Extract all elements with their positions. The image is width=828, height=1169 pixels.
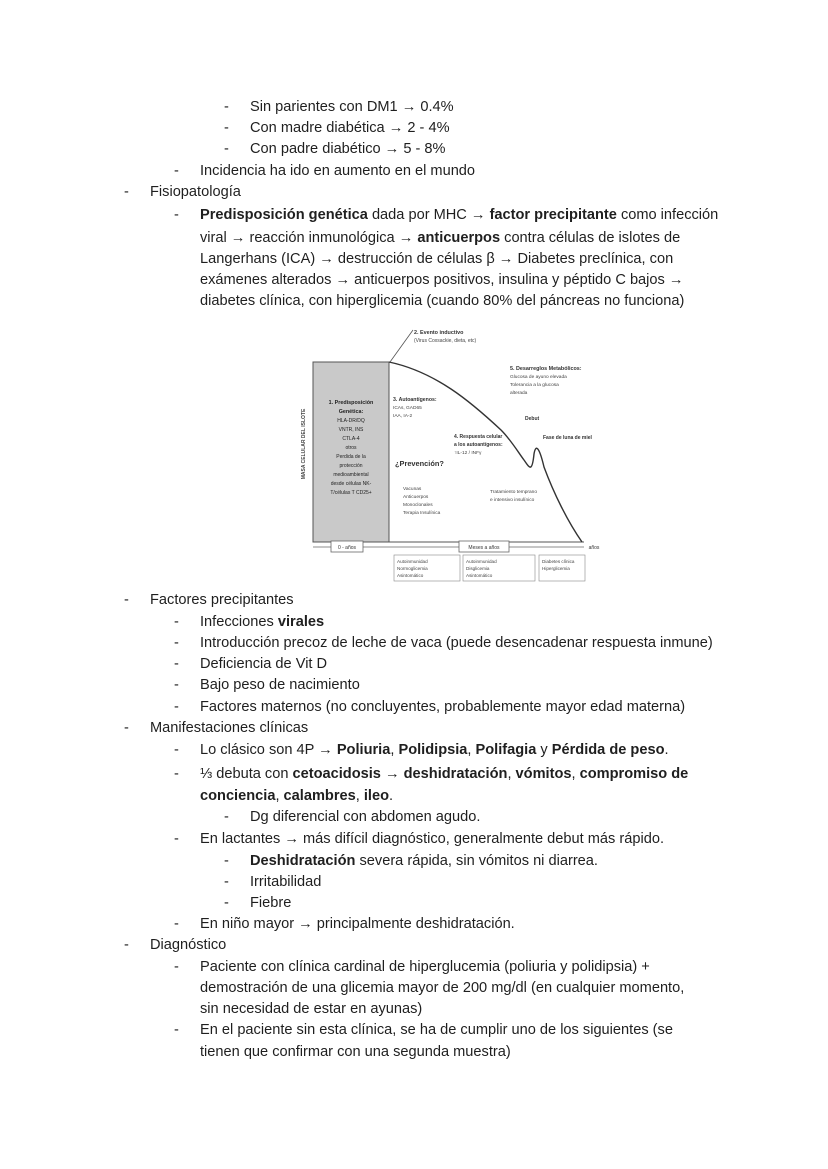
paragraph-line: viral → reacción inmunológica → anticuerpos contra células de islotes de	[200, 230, 681, 246]
bullet-dash: -	[224, 895, 229, 911]
phase-line: Hiperglicemia	[542, 566, 570, 571]
bullet-dash: -	[174, 614, 179, 630]
paragraph-line: tienen que confirmar con una segunda muestra)	[200, 1044, 511, 1060]
predisposition-box	[313, 362, 389, 542]
y-axis-label: MASA CELULAR DEL ISLOTE	[301, 408, 307, 480]
figure-svg	[296, 322, 600, 584]
timeline-label: Meses a años	[468, 545, 500, 551]
phase-line: Diabetes clínica	[542, 559, 575, 564]
bullet-dash: -	[174, 959, 179, 975]
pred-line: T/células T CD25+	[330, 490, 372, 496]
prevencion-item: Vacunas	[403, 487, 422, 492]
auto-line: ICAs, GAD65	[393, 406, 422, 411]
bullet-dash: -	[224, 809, 229, 825]
list-item: Introducción precoz de leche de vaca (puede desencadenar respuesta inmune)	[200, 635, 713, 651]
pred-line: VNTR, INS	[338, 427, 364, 433]
list-item: En lactantes → más difícil diagnóstico, generalmente debut más rápido.	[200, 831, 665, 847]
list-item: Con madre diabética → 2 - 4%	[250, 120, 450, 136]
bullet-dash: -	[174, 207, 179, 223]
desarreglos-line: Tolerancia a la glucosa	[510, 383, 559, 388]
paragraph-line: Langerhans (ICA) → destrucción de células β → Diabetes preclínica, con	[200, 251, 674, 267]
desarreglos-line: alterada	[510, 391, 528, 396]
list-item: ⅓ debuta con cetoacidosis → deshidratación, vómitos, compromiso de	[200, 766, 689, 782]
list-item: Infecciones virales	[200, 614, 325, 630]
bullet-dash: -	[174, 766, 179, 782]
bullet-dash: -	[224, 120, 229, 136]
paragraph-line: Predisposición genética dada por MHC → factor precipitante como infección	[200, 207, 719, 223]
list-item-continuation: conciencia, calambres, ileo.	[200, 788, 394, 804]
desarreglos-title: 5. Desarreglos Metabólicos:	[510, 366, 582, 372]
paragraph-line: diabetes clínica, con hiperglicemia (cuando 80% del páncreas no funciona)	[200, 293, 685, 309]
timeline-spacer	[587, 541, 588, 542]
bullet-dash: -	[124, 720, 129, 736]
bullet-dash: -	[124, 184, 129, 200]
list-item: Factores maternos (no concluyentes, probablemente mayor edad materna)	[200, 699, 686, 715]
list-item: En niño mayor → principalmente deshidratación.	[200, 916, 515, 932]
bullet-dash: -	[174, 163, 179, 179]
debut-label: Debut	[525, 416, 540, 422]
phase-line: Normoglicemia	[397, 566, 428, 571]
pred-line: 1. Predisposición	[328, 400, 374, 406]
bullet-dash: -	[174, 699, 179, 715]
timeline-label: años	[588, 545, 600, 551]
paragraph-line: En el paciente sin esta clínica, se ha de cumplir uno de los siguientes (se	[200, 1022, 673, 1038]
prevencion-label: ¿Prevención?	[395, 459, 444, 468]
paragraph-line: demostración de una glicemia mayor de 200 mg/dl (en cualquier momento,	[200, 980, 685, 996]
bullet-dash: -	[174, 742, 179, 758]
list-item: Deshidratación severa rápida, sin vómitos ni diarrea.	[250, 853, 598, 869]
prevencion-item: Anticuerpos	[403, 495, 429, 500]
evento-subtitle: (Virus Coxsackie, dieta, etc)	[414, 338, 477, 344]
prevencion-item: Monoclonales	[403, 503, 433, 508]
resp-line: a los autoantígenos:	[454, 442, 503, 448]
bullet-dash: -	[174, 677, 179, 693]
list-item: Bajo peso de nacimiento	[200, 677, 360, 693]
auto-title: 3. Autoantígenos:	[393, 397, 437, 403]
list-item: Sin parientes con DM1 → 0.4%	[250, 99, 454, 115]
list-item: Irritabilidad	[250, 874, 322, 890]
tratamiento-line: Tratamiento temprano	[490, 490, 538, 495]
evento-title: 2. Evento inductivo	[414, 330, 464, 336]
prevencion-item: Terapia Insulínica	[403, 511, 441, 516]
section-heading: Diagnóstico	[150, 937, 227, 953]
section-heading: Factores precipitantes	[150, 592, 294, 608]
list-item: Incidencia ha ido en aumento en el mundo	[200, 163, 476, 179]
phase-line: Asintomático	[466, 573, 493, 578]
evento-pointer	[390, 330, 413, 362]
bullet-dash: -	[224, 141, 229, 157]
tratamiento-line: e intensivo insulínico	[490, 498, 535, 503]
resp-title: 4. Respuesta celular	[454, 434, 503, 440]
pathogenesis-figure	[296, 322, 600, 584]
paragraph-line: Paciente con clínica cardinal de hiperglucemia (poliuria y polidipsia) +	[200, 959, 650, 975]
pred-line: medioambiental	[333, 472, 369, 478]
pred-line: Genética:	[338, 409, 364, 415]
pred-line: HLA-DR/DQ	[337, 418, 365, 424]
section-heading: Manifestaciones clínicas	[150, 720, 309, 736]
bullet-dash: -	[174, 1022, 179, 1038]
bullet-dash: -	[124, 937, 129, 953]
bullet-dash: -	[174, 656, 179, 672]
auto-line: IAA, IA-2	[393, 414, 413, 419]
desarreglos-line: Glucosa de ayuno elevada	[510, 375, 567, 380]
phase-line: Autoinmunidad	[397, 559, 428, 564]
pred-line: CTLA-4	[342, 436, 360, 442]
timeline-label: 0 - años	[337, 545, 357, 551]
paragraph-line: sin necesidad de estar en ayunas)	[200, 1001, 423, 1017]
list-item: Dg diferencial con abdomen agudo.	[250, 809, 481, 825]
list-item: Con padre diabético → 5 - 8%	[250, 141, 446, 157]
bullet-dash: -	[224, 99, 229, 115]
pred-line: otros	[345, 445, 357, 451]
list-item: Lo clásico son 4P → Poliuria, Polidipsia, Polifagia y Pérdida de peso.	[200, 742, 669, 758]
paragraph-line: exámenes alterados → anticuerpos positivos, insulina y péptido C bajos →	[200, 272, 684, 288]
phase-line: Autoinmunidad	[466, 559, 497, 564]
bullet-dash: -	[224, 874, 229, 890]
phase-line: Disglicemia	[466, 566, 490, 571]
phase-line: Asintomático	[397, 573, 424, 578]
list-item: Deficiencia de Vit D	[200, 656, 328, 672]
bullet-dash: -	[174, 635, 179, 651]
bullet-dash: -	[124, 592, 129, 608]
resp-line: ↑IL-12 / INFγ	[454, 451, 482, 456]
bullet-dash: -	[174, 831, 179, 847]
bullet-dash: -	[174, 916, 179, 932]
pred-line: protección	[339, 463, 363, 469]
bullet-dash: -	[224, 853, 229, 869]
section-heading: Fisiopatología	[150, 184, 241, 200]
pred-line: Perdida de la	[336, 454, 366, 460]
luna-miel-label: Fase de luna de miel	[543, 435, 592, 441]
list-item: Fiebre	[250, 895, 292, 911]
pred-line: desde células NK-	[330, 481, 372, 487]
